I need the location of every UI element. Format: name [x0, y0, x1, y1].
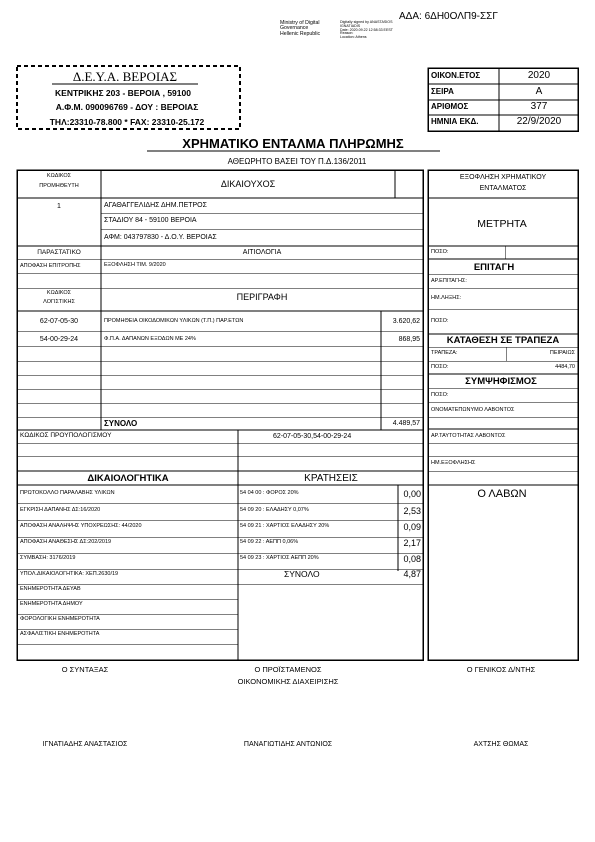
- cheque-number-label: ΑΡ.ΕΠΙΤΑΓΗΣ:: [431, 278, 467, 284]
- settlement-label: ΕΝΤΑΛΜΑΤΟΣ: [479, 185, 527, 192]
- document-item: ΑΣΦΑΛΙΣΤΙΚΗ ΕΝΗΜΕΡΟΤΗΤΑ: [20, 631, 100, 637]
- signature-line: Location: Athens: [340, 35, 367, 40]
- signature-line: Digitally signed by ANASTASIOS: [340, 20, 393, 24]
- payee-id-label: ΑΡ.ΤΑΥΤΟΤΗΤΑΣ ΛΑΒΟΝΤΟΣ: [431, 433, 506, 439]
- payee-name-label: ΟΝΟΜΑΤΕΠΩΝΥΜΟ ΛΑΒΟΝΤΟΣ: [431, 407, 515, 413]
- document-item: ΕΝΗΜΕΡΟΤΗΤΑ ΔΕΥΑΒ: [20, 586, 81, 592]
- gov-emblem-text: [280, 21, 320, 37]
- document-item: ΠΡΩΤΟΚΟΛΛΟ ΠΑΡΑΛΑΒΗΣ ΥΛΙΚΩΝ: [20, 490, 115, 496]
- meta-value-year: 2020: [527, 70, 551, 81]
- supplier-code-label: ΚΩΔΙΚΟΣ: [46, 173, 72, 179]
- bank-value: ΠΕΙΡΑΙΩΣ: [549, 350, 575, 356]
- reason-label: ΑΙΤΙΟΛΟΓΙΑ: [242, 249, 282, 256]
- cash-amount-label: ΠΟΣΟ:: [431, 249, 449, 255]
- page-title: ΧΡΗΜΑΤΙΚΟ ΕΝΤΑΛΜΑ ΠΛΗΡΩΜΗΣ: [182, 136, 404, 151]
- offset-amount-label: ΠΟΣΟ:: [431, 392, 449, 398]
- signature-line: Reason:: [340, 31, 354, 36]
- signature-role-composer: Ο ΣΥΝΤΑΞΑΣ: [61, 665, 109, 674]
- signature-name-composer: ΙΓΝΑΤΙΑΔΗΣ ΑΝΑΣΤΑΣΙΟΣ: [42, 741, 128, 748]
- org-tax-id: Α.Φ.Μ. 090096769 - ΔΟΥ : ΒΕΡΟΙΑΣ: [55, 102, 199, 112]
- account-code-label: ΛΟΓΙΣΤΙΚΗΣ: [43, 299, 75, 305]
- document-item: ΥΠΟΛ.ΔΙΚΑΙΟΛΟΓΗΤΙΚΑ: ΧΕΠ.2630/19: [20, 571, 119, 577]
- signature-line: IGNATIADIS: [340, 23, 361, 28]
- decision-label: ΑΠΟΦΑΣΗ ΕΠΙΤΡΟΠΗΣ: [20, 263, 81, 269]
- meta-value-number: 377: [530, 101, 548, 112]
- signature-role-director: Ο ΓΕΝΙΚΟΣ Δ/ΝΤΗΣ: [466, 665, 536, 674]
- signature-name-director: ΑΧΤΣΗΣ ΘΩΜΑΣ: [473, 741, 529, 748]
- line-account-code: 62-07-05-30: [39, 318, 79, 325]
- line-description: ΠΡΟΜΗΘΕΙΑ ΟΙΚΟΔΟΜΙΚΩΝ ΥΛΙΚΩΝ (Τ.Π.) ΠΑΡ.ΕΤΩΝ: [104, 318, 244, 324]
- withholding-code: 54 09 20 : ΕΛΑΔΗΣΥ 0,07%: [240, 507, 309, 513]
- bank-amount-label: ΠΟΣΟ:: [431, 364, 449, 370]
- withholding-value: 2,53: [403, 506, 421, 516]
- withholding-value: 0,00: [403, 489, 421, 499]
- gov-line: Governance: [280, 25, 309, 32]
- bank-label: ΤΡΑΠΕΖΑ:: [431, 350, 458, 356]
- bank-deposit-heading: ΚΑΤΑΘΕΣΗ ΣΕ ΤΡΑΠΕΖΑ: [446, 335, 560, 346]
- meta-label-number: ΑΡΙΘΜΟΣ: [431, 102, 469, 111]
- document-item: ΦΟΡΟΛΟΓΙΚΗ ΕΝΗΜΕΡΟΤΗΤΑ: [20, 616, 100, 622]
- signature-line: Date: 2020.09.22 12:58:33 EEST: [340, 27, 393, 32]
- cash-label: ΜΕΤΡΗΤΑ: [477, 218, 527, 230]
- total-value: 4.489,57: [392, 420, 420, 427]
- withholding-code: 54 09 22 : ΑΕΠΠ 0,06%: [240, 539, 299, 545]
- meta-label-series: ΣΕΙΡΑ: [431, 87, 454, 96]
- beneficiary-tax-id: ΑΦΜ: 043797830 - Δ.Ο.Υ. ΒΕΡΟΙΑΣ: [104, 234, 217, 241]
- meta-label-issue-date: ΗΜΝΙΑ ΕΚΔ.: [431, 117, 479, 126]
- document-item: ΕΓΚΡΙΣΗ ΔΑΠΑΝΗΣ ΔΣ:16/2020: [20, 507, 101, 513]
- withholdings-total-value: 4,87: [403, 569, 421, 579]
- document-item: ΣΥΜΒΑΣΗ: 3176/2019: [20, 555, 76, 561]
- gov-line: Ministry of Digital: [280, 20, 320, 26]
- account-code-label: ΚΩΔΙΚΟΣ: [46, 290, 72, 296]
- description-label: ΠΕΡΙΓΡΑΦΗ: [236, 292, 288, 302]
- document-item: ΑΠΟΦΑΣΗ ΑΝΑΛΗΨΗΣ ΥΠΟΧΡΕΩΣΗΣ: 44/2020: [20, 523, 142, 529]
- withholdings-heading: ΚΡΑΤΗΣΕΙΣ: [304, 473, 358, 484]
- line-amount: 3.620,62: [392, 318, 420, 325]
- offset-heading: ΣΥΜΨΗΦΙΣΜΟΣ: [465, 376, 537, 387]
- line-amount: 868,95: [398, 336, 420, 343]
- beneficiary-address: ΣΤΑΔΙΟΥ 84 - 59100 ΒΕΡΟΙΑ: [104, 217, 197, 224]
- supplier-code-label: ΠΡΟΜΗΘΕΥΤΗ: [39, 183, 79, 189]
- beneficiary-label: ΔΙΚΑΙΟΥΧΟΣ: [220, 179, 276, 189]
- documents-heading: ΔΙΚΑΙΟΛΟΓΗΤΙΚΑ: [87, 473, 169, 484]
- document-item: ΑΠΟΦΑΣΗ ΑΝΑΘΕΣΗΣ ΔΣ:202/2019: [20, 539, 112, 545]
- total-label: ΣΥΝΟΛΟ: [104, 419, 138, 428]
- signature-role-head-dept: ΟΙΚΟΝΟΜΙΚΗΣ ΔΙΑΧΕΙΡΙΣΗΣ: [237, 677, 339, 686]
- withholding-code: 54 04 00 : ΦΟΡΟΣ 20%: [240, 490, 299, 496]
- withholdings-total-label: ΣΥΝΟΛΟ: [284, 569, 320, 579]
- withholding-code: 54 09 21 : ΧΑΡΤΙΟΣ ΕΛΑΔΗΣΥ 20%: [240, 523, 330, 529]
- receiver-label: Ο ΛΑΒΩΝ: [477, 488, 527, 500]
- settlement-label: ΕΞΟΦΛΗΣΗ ΧΡΗΜΑΤΙΚΟΥ: [459, 174, 547, 181]
- withholding-value: 2,17: [403, 538, 421, 548]
- voucher-label: ΠΑΡΑΣΤΑΤΙΚΟ: [37, 249, 81, 256]
- decision-text: ΕΞΟΦΛΗΣΗ ΤΙΜ. 9/2020: [104, 262, 166, 268]
- gov-line: Hellenic Republic: [280, 30, 321, 37]
- withholding-value: 0,09: [403, 522, 421, 532]
- withholding-value: 0,08: [403, 554, 421, 564]
- settle-date-label: ΗΜ.ΕΞΟΦΛΗΣΗΣ: [431, 460, 476, 466]
- cheque-due-label: ΗΜ.ΛΗΞΗΣ:: [431, 295, 462, 301]
- cheque-amount-label: ΠΟΣΟ:: [431, 318, 449, 324]
- beneficiary-name: ΑΓΑΘΑΓΓΕΛΙΔΗΣ ΔΗΜ.ΠΕΤΡΟΣ: [104, 202, 207, 209]
- meta-value-issue-date: 22/9/2020: [516, 116, 562, 127]
- budget-code-value: 62-07-05-30,54-00-29-24: [273, 433, 352, 440]
- signature-name-head: ΠΑΝΑΓΙΩΤΙΔΗΣ ΑΝΤΩΝΙΟΣ: [243, 741, 333, 748]
- digital-signature-text: [340, 21, 393, 40]
- signature-role-head: Ο ΠΡΟΪΣΤΑΜΕΝΟΣ: [254, 665, 322, 674]
- withholding-code: 54 09 23 : ΧΑΡΤΙΟΣ ΑΕΠΠ 20%: [240, 555, 319, 561]
- org-name: Δ.Ε.Υ.Α. ΒΕΡΟΙΑΣ: [72, 69, 178, 84]
- document-item: ΕΝΗΜΕΡΟΤΗΤΑ ΔΗΜΟΥ: [20, 601, 83, 607]
- cheque-heading: ΕΠΙΤΑΓΗ: [473, 262, 515, 273]
- page-subtitle: ΑΘΕΩΡΗΤΟ ΒΑΣΕΙ ΤΟΥ Π.Δ.136/2011: [227, 157, 367, 166]
- bank-amount-value: 4484,70: [555, 364, 575, 370]
- supplier-code: 1: [57, 203, 61, 210]
- meta-value-series: Α: [535, 86, 543, 97]
- ada-code: ΑΔΑ: 6ΔΗ0ΟΛΠ9-ΣΣΓ: [399, 11, 498, 22]
- org-phone-fax: ΤΗΛ:23310-78.800 * FAX: 23310-25.172: [49, 117, 205, 127]
- meta-label-year: ΟΙΚΟΝ.ΕΤΟΣ: [431, 71, 481, 80]
- line-account-code: 54-00-29-24: [39, 336, 79, 343]
- budget-code-label: ΚΩΔΙΚΟΣ ΠΡΟΥΠΟΛΟΓΙΣΜΟΥ: [20, 432, 112, 439]
- line-description: Φ.Π.Α. ΔΑΠΑΝΩΝ ΕΞΟΔΩΝ ΜΕ 24%: [104, 336, 196, 342]
- org-address: ΚΕΝΤΡΙΚΗΣ 203 - ΒΕΡΟΙΑ , 59100: [55, 88, 191, 98]
